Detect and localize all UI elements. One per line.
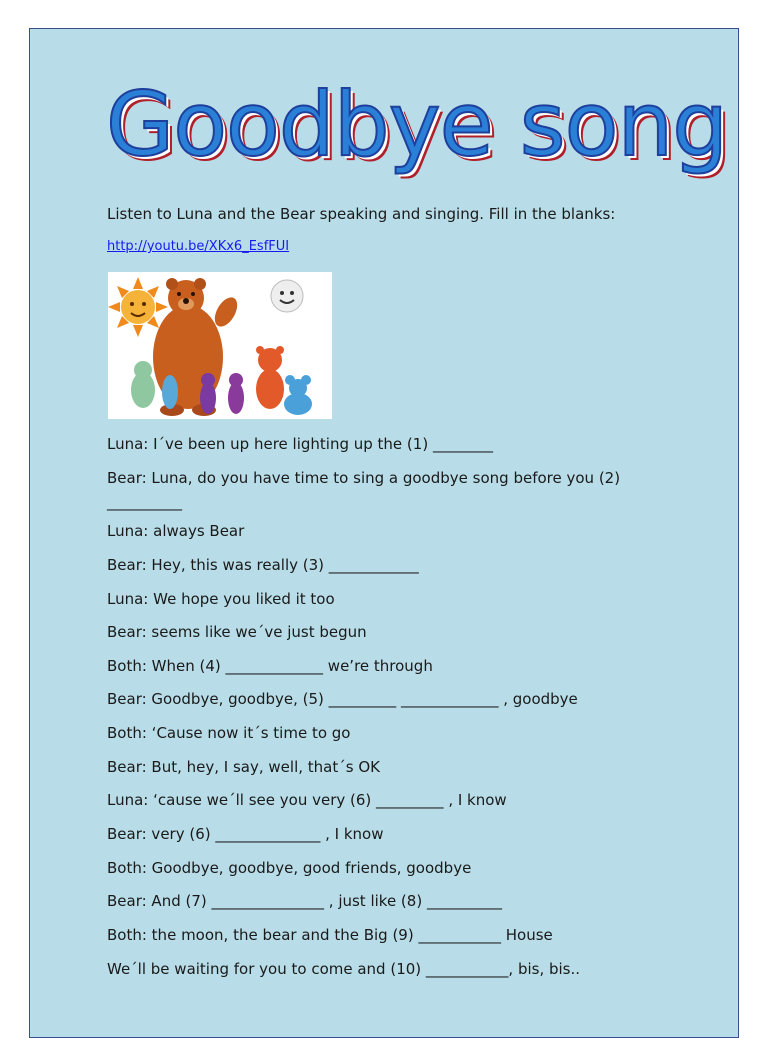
- video-link[interactable]: http://youtu.be/XKx6_EsfFUI: [107, 239, 290, 254]
- lyric-line: We´ll be waiting for you to come and (10) ___________, bis, bis..: [107, 960, 581, 978]
- lyric-line: Bear: Luna, do you have time to sing a goodbye song before you (2): [107, 469, 621, 487]
- lyric-line: Both: ‘Cause now it´s time to go: [107, 724, 351, 742]
- lyric-line: Luna: ‘cause we´ll see you very (6) _________ , I know: [107, 791, 507, 809]
- lyric-line: Luna: I´ve been up here lighting up the (1) ________: [107, 435, 493, 453]
- moon-character: [271, 280, 303, 312]
- lyric-line: Bear: Hey, this was really (3) ____________: [107, 556, 419, 574]
- lyric-line: Both: When (4) _____________ we’re through: [107, 657, 433, 675]
- worksheet-page: [29, 28, 739, 1038]
- lyric-line: Luna: We hope you liked it too: [107, 590, 335, 608]
- lyric-line: __________: [107, 493, 182, 511]
- lyric-line: Bear: Goodbye, goodbye, (5) _________ _____________ , goodbye: [107, 690, 578, 708]
- instructions: Listen to Luna and the Bear speaking and singing. Fill in the blanks:: [107, 205, 616, 223]
- characters-illustration: [108, 272, 332, 419]
- page-title: Goodbye song: [106, 73, 728, 176]
- lyric-line: Both: the moon, the bear and the Big (9) ___________ House: [107, 926, 553, 944]
- lyric-line: Bear: seems like we´ve just begun: [107, 623, 367, 641]
- lyric-line: Bear: And (7) _______________ , just like (8) __________: [107, 892, 502, 910]
- lyric-line: Luna: always Bear: [107, 522, 245, 540]
- lyric-line: Both: Goodbye, goodbye, good friends, goodbye: [107, 859, 472, 877]
- lyric-line: Bear: But, hey, I say, well, that´s OK: [107, 758, 380, 776]
- lyric-line: Bear: very (6) ______________ , I know: [107, 825, 384, 843]
